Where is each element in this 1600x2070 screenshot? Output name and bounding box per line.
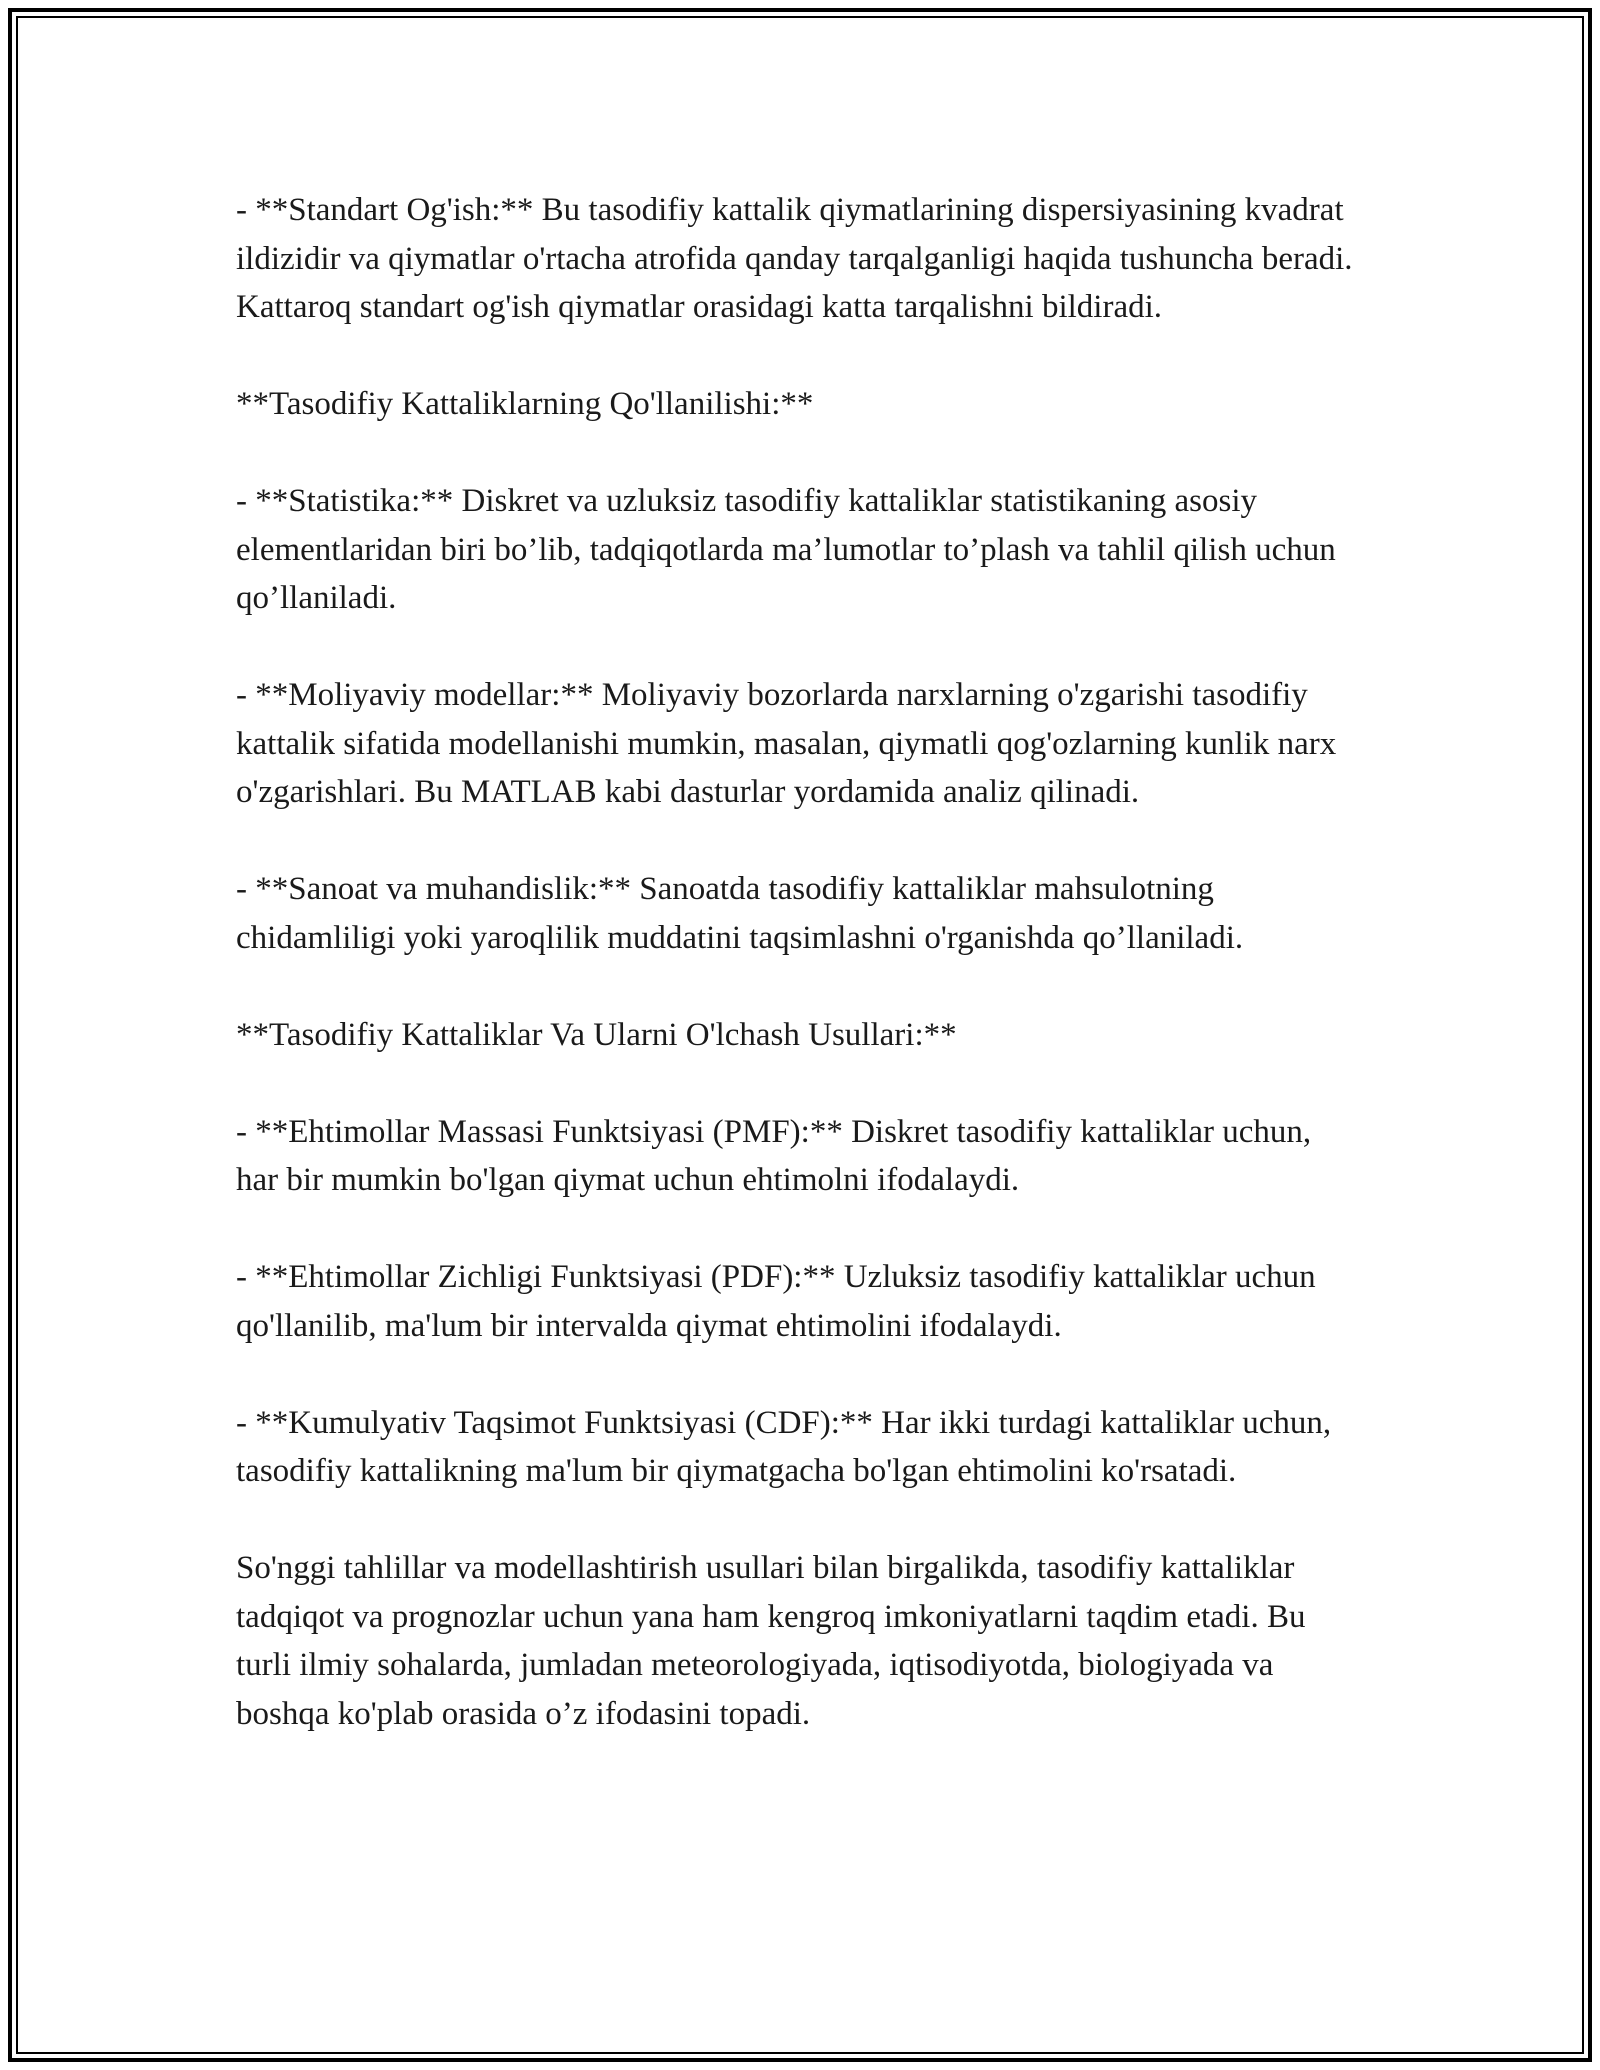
paragraph-statistics: - **Statistika:** Diskret va uzluksiz tasodifiy kattaliklar statistikaning asosiy elementlaridan biri bo’lib, tadqiqotlarda ma’lumotlar to’plash va tahlil qilish uchun qo’llaniladi. bbox=[236, 483, 1336, 616]
paragraph-pdf: - **Ehtimollar Zichligi Funktsiyasi (PDF):** Uzluksiz tasodifiy kattaliklar uchun qo'llanilib, ma'lum bir intervalda qiymat ehtimolini ifodalaydi. bbox=[236, 1259, 1316, 1344]
document-body bbox=[236, 186, 1361, 1738]
paragraph-conclusion: So'nggi tahlillar va modellashtirish usullari bilan birgalikda, tasodifiy kattaliklar tadqiqot va prognozlar uchun yana ham kengroq imkoniyatlarni taqdim etadi. Bu turli ilmiy sohalarda, jumladan meteorologiyada, iqtisodiyotda, biologiyada va boshqa ko'plab orasida o’z ifodasini topadi. bbox=[236, 1550, 1306, 1732]
paragraph-pmf: - **Ehtimollar Massasi Funktsiyasi (PMF):** Diskret tasodifiy kattaliklar uchun, har bir mumkin bo'lgan qiymat uchun ehtimolni ifodalaydi. bbox=[236, 1113, 1312, 1198]
paragraph-industry-engineering: - **Sanoat va muhandislik:** Sanoatda tasodifiy kattaliklar mahsulotning chidamliligi yoki yaroqlilik muddatini taqsimlashni o'rganishda qo’llaniladi. bbox=[236, 871, 1244, 956]
heading-measurement-methods: **Tasodifiy Kattaliklar Va Ularni O'lchash Usullari:** bbox=[236, 1016, 957, 1053]
paragraph-standard-deviation: - **Standart Og'ish:** Bu tasodifiy kattalik qiymatlarining dispersiyasining kvadrat ildizidir va qiymatlar o'rtacha atrofida qanday tarqalganligi haqida tushuncha beradi. Kattaroq standart og'ish qiymatlar orasidagi katta tarqalishni bildiradi. bbox=[236, 192, 1353, 325]
heading-applications: **Tasodifiy Kattaliklarning Qo'llanilishi:** bbox=[236, 386, 814, 422]
paragraph-financial-models: - **Moliyaviy modellar:** Moliyaviy bozorlarda narxlarning o'zgarishi tasodifiy kattalik sifatida modellanishi mumkin, masalan, qiymatli qog'ozlarning kunlik narx o'zgarishlari. Bu MATLAB kabi dasturlar yordamida analiz qilinadi. bbox=[236, 677, 1337, 810]
paragraph-cdf: - **Kumulyativ Taqsimot Funktsiyasi (CDF):** Har ikki turdagi kattaliklar uchun, tasodifiy kattalikning ma'lum bir qiymatgacha bo'lgan ehtimolini ko'rsatadi. bbox=[236, 1404, 1332, 1489]
